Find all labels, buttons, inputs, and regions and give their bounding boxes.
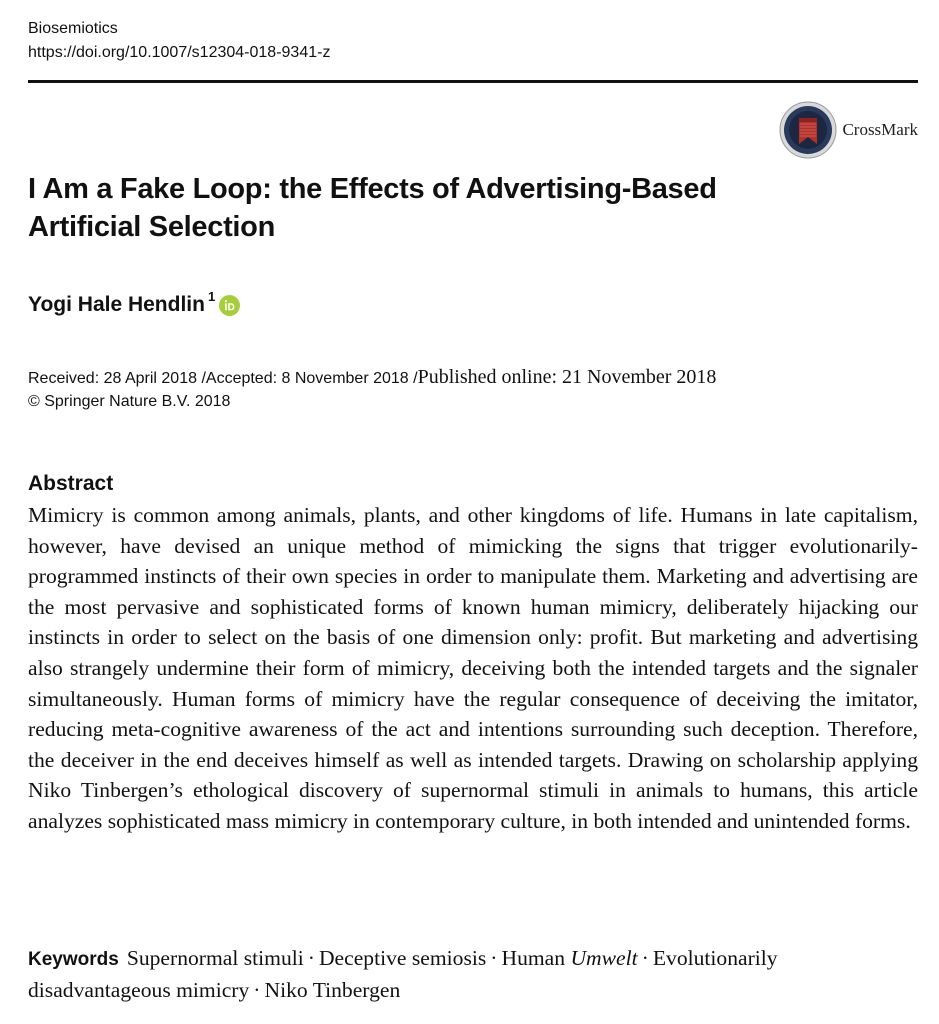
keyword-item: Niko Tinbergen [264, 978, 401, 1002]
abstract-text: Mimicry is common among animals, plants, and other kingdoms of life. Humans in late capitalism, however, have devised an unique method of mimicking the signs that trigger evolutionarily-programmed instincts of their own species in order to manipulate them. Marketing and advertising are the most pervasive and sophisticated forms of known human mimicry, deliberately hijacking our instincts in order to select on the basis of one dimension only: profit. But marketing and advertising also strangely undermine their form of mimicry, deceiving both the intended targets and the signaler simultaneously. Human forms of mimicry have the regular consequence of deceiving the imitator, reducing meta-cognitive awareness of the act and intentions surrounding such deception. Therefore, the deceiver in the end deceives himself as well as intended targets. Drawing on scholarship applying Niko Tinbergen’s ethological discovery of supernormal stimuli in animals to humans, this article analyzes sophisticated mass mimicry in contemporary culture, in both intended and unintended forms. [28, 503, 918, 833]
header-rule [28, 80, 918, 83]
orcid-icon[interactable] [219, 295, 240, 316]
journal-name: Biosemiotics [28, 20, 118, 37]
keywords-label: Keywords [28, 949, 119, 970]
article-title: I Am a Fake Loop: the Effects of Advertising-Based Artificial Selection [28, 173, 717, 243]
keyword-item: Deceptive semiosis [318, 946, 487, 970]
affiliation-marker[interactable]: 1 [207, 288, 216, 304]
abstract-heading: Abstract [28, 472, 114, 495]
crossmark-label: CrossMark [842, 120, 918, 139]
keyword-separator: · [307, 946, 315, 970]
copyright-notice: © Springer Nature B.V. 2018 [28, 393, 231, 410]
article-first-page [28, 0, 918, 1024]
doi-link[interactable]: https://doi.org/10.1007/s12304-018-9341-z [28, 44, 331, 61]
keyword-italic: Umwelt [570, 946, 638, 970]
accepted-date: Accepted: 8 November 2018 [205, 370, 409, 387]
keyword-item: Supernormal stimuli [126, 946, 304, 970]
keyword-separator: · [490, 946, 498, 970]
publication-dates [28, 366, 716, 390]
keyword-separator: · [253, 978, 261, 1002]
crossmark-badge[interactable] [778, 100, 918, 160]
date-separator: / [408, 370, 418, 387]
author-name[interactable]: Yogi Hale Hendlin [28, 293, 205, 316]
received-date: Received: 28 April 2018 [28, 370, 197, 387]
keyword-list [28, 946, 778, 1002]
keywords [28, 943, 918, 1006]
keyword-item: Human Umwelt [501, 946, 638, 970]
date-separator: / [197, 370, 206, 387]
keyword-item: Evolutionarily disadvantageous mimicry [28, 946, 778, 1002]
author-line [28, 288, 240, 317]
crossmark-icon [778, 100, 838, 160]
keyword-separator: · [641, 946, 649, 970]
published-date: Published online: 21 November 2018 [417, 366, 717, 388]
